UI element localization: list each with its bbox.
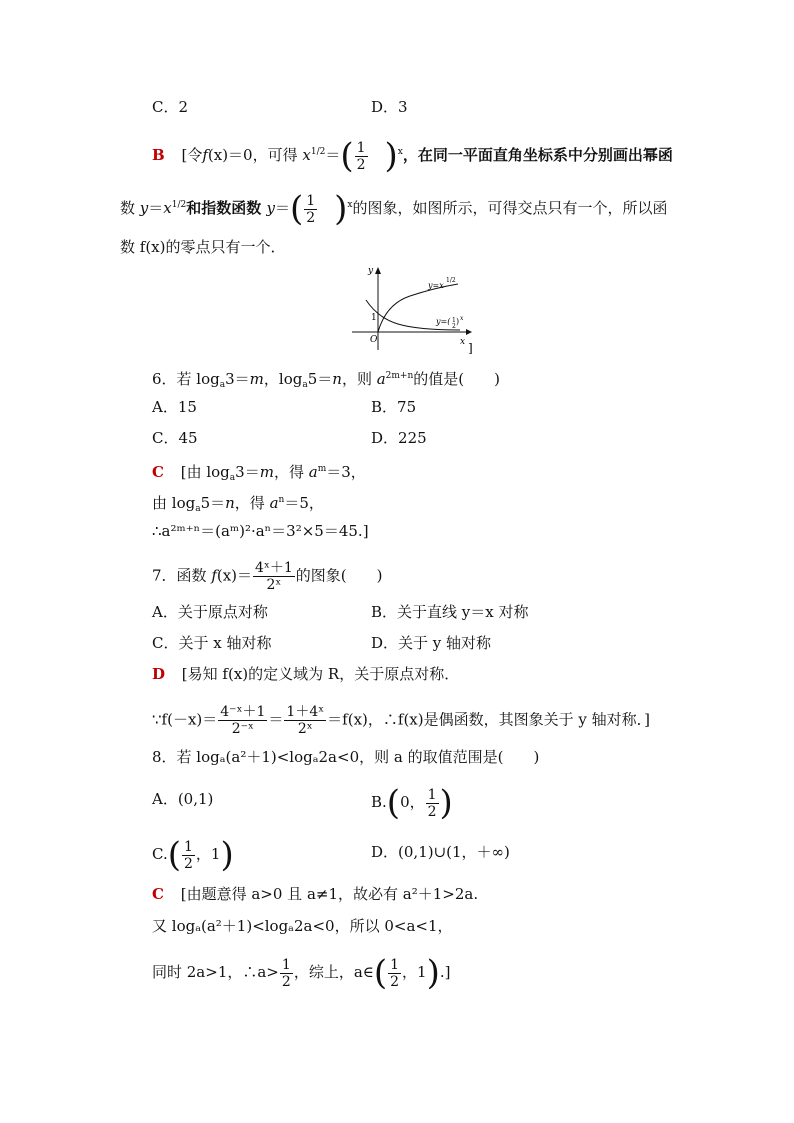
q8-option-c: C.( $\frac{1}{2}$ ，1) bbox=[152, 835, 234, 875]
q6-solution-line-3: ∴a²ᵐ⁺ⁿ＝(aᵐ)²·aⁿ＝3²×5＝45.] bbox=[152, 522, 369, 540]
q6-option-c: C．45 bbox=[152, 429, 198, 447]
origin-label: O bbox=[370, 335, 378, 345]
q6-answer-letter: C bbox=[152, 463, 164, 481]
svg-text:1: 1 bbox=[452, 317, 456, 324]
power-curve-label: y=x bbox=[428, 281, 444, 290]
q6-solution-line-2: 由 $\log_a5=n$，得 $a^n=5$， bbox=[152, 494, 324, 514]
q8-stem: 8．若 logₐ(a²＋1)<logₐ2a<0，则 a 的取值范围是( ) bbox=[152, 748, 540, 766]
exp-curve-label: y=( bbox=[436, 317, 451, 326]
q8-solution-line-3: 同时 2a>1，∴a> $\frac{1}{2}$ ，综上，a∈( $\frac{1}{2}$ ，1).] bbox=[152, 953, 451, 993]
q7-option-b: B．关于直线 y＝x 对称 bbox=[371, 603, 529, 621]
q8-option-a: A．(0,1) bbox=[152, 790, 214, 808]
one-label: 1 bbox=[371, 313, 377, 323]
q8-answer-letter: C bbox=[152, 885, 164, 903]
q5-option-d: D．3 bbox=[371, 98, 408, 116]
svg-text:): ) bbox=[456, 317, 460, 326]
q6-solution-line-1: C [由 $\log_a3=m$，得 $a^m=3$， bbox=[152, 463, 366, 483]
q7-option-c: C．关于 x 轴对称 bbox=[152, 634, 272, 652]
q7-stem: 7．函数 f(x)＝ $\frac{\text{4ˣ＋1}}{\text{2ˣ}}$ 的图象( ) bbox=[152, 560, 383, 593]
function-graph bbox=[348, 262, 478, 354]
q6-option-b: B．75 bbox=[371, 398, 417, 416]
svg-text:x: x bbox=[460, 315, 464, 322]
x-axis-label: x bbox=[460, 337, 466, 347]
q8-option-d: D．(0,1)∪(1，＋∞) bbox=[371, 843, 510, 861]
q7-solution-line-1: D [易知 f(x)的定义域为 R，关于原点对称． bbox=[152, 665, 460, 683]
q8-option-b: B.(0， $\frac{1}{2}$ ) bbox=[371, 783, 453, 823]
q5-solution-line-3: 数 f(x)的零点只有一个． bbox=[120, 238, 286, 256]
q5-solution-line-2: 数 $y=x^{1/2}$和指数函数 y＝( $\frac{1}{2}$ )$^x$的图象，如图所示，可得交点只有一个，所以函 bbox=[120, 189, 668, 229]
closing-bracket: ] bbox=[468, 341, 473, 354]
q8-solution-line-2: 又 logₐ(a²＋1)<logₐ2a<0，所以 0<a<1， bbox=[152, 917, 453, 935]
y-axis-label: y bbox=[368, 266, 374, 276]
q5-answer-letter: B bbox=[152, 146, 165, 164]
q5-solution-line-1: B [令f(x)＝0，可得 $x^{1/2}=$( $\frac{1}{2}$ )$^x$，在同一平面直角坐标系中分别画出幂函 bbox=[152, 136, 673, 176]
q6-option-a: A．15 bbox=[152, 398, 197, 416]
half-fraction: $\frac{1}{2}$ bbox=[356, 139, 366, 173]
q7-answer-letter: D bbox=[152, 665, 166, 683]
power-curve-exp: 1/2 bbox=[446, 277, 456, 284]
q6-option-d: D．225 bbox=[371, 429, 427, 447]
q5-option-c: C．2 bbox=[152, 98, 189, 116]
q8-solution-line-1: C [由题意得 a>0 且 a≠1，故必有 a²＋1>2a. bbox=[152, 885, 479, 903]
q7-solution-line-2: ∵f(－x)＝ $\frac{\text{4⁻ˣ＋1}}{\text{2⁻ˣ}}$ ＝ $\frac{\text{1＋4ˣ}}{\text{2ˣ}}$ ＝f(x)，∴f(x)是偶函数，其图象关于 y 轴对称．] bbox=[152, 704, 650, 737]
svg-text:2: 2 bbox=[452, 323, 456, 330]
q7-option-d: D．关于 y 轴对称 bbox=[371, 634, 492, 652]
q7-option-a: A．关于原点对称 bbox=[152, 603, 268, 621]
q6-stem: 6．若 $\log_a3=m$，$\log_a5=n$，则 $a^{2m+n}$的值是( ) bbox=[152, 370, 500, 390]
